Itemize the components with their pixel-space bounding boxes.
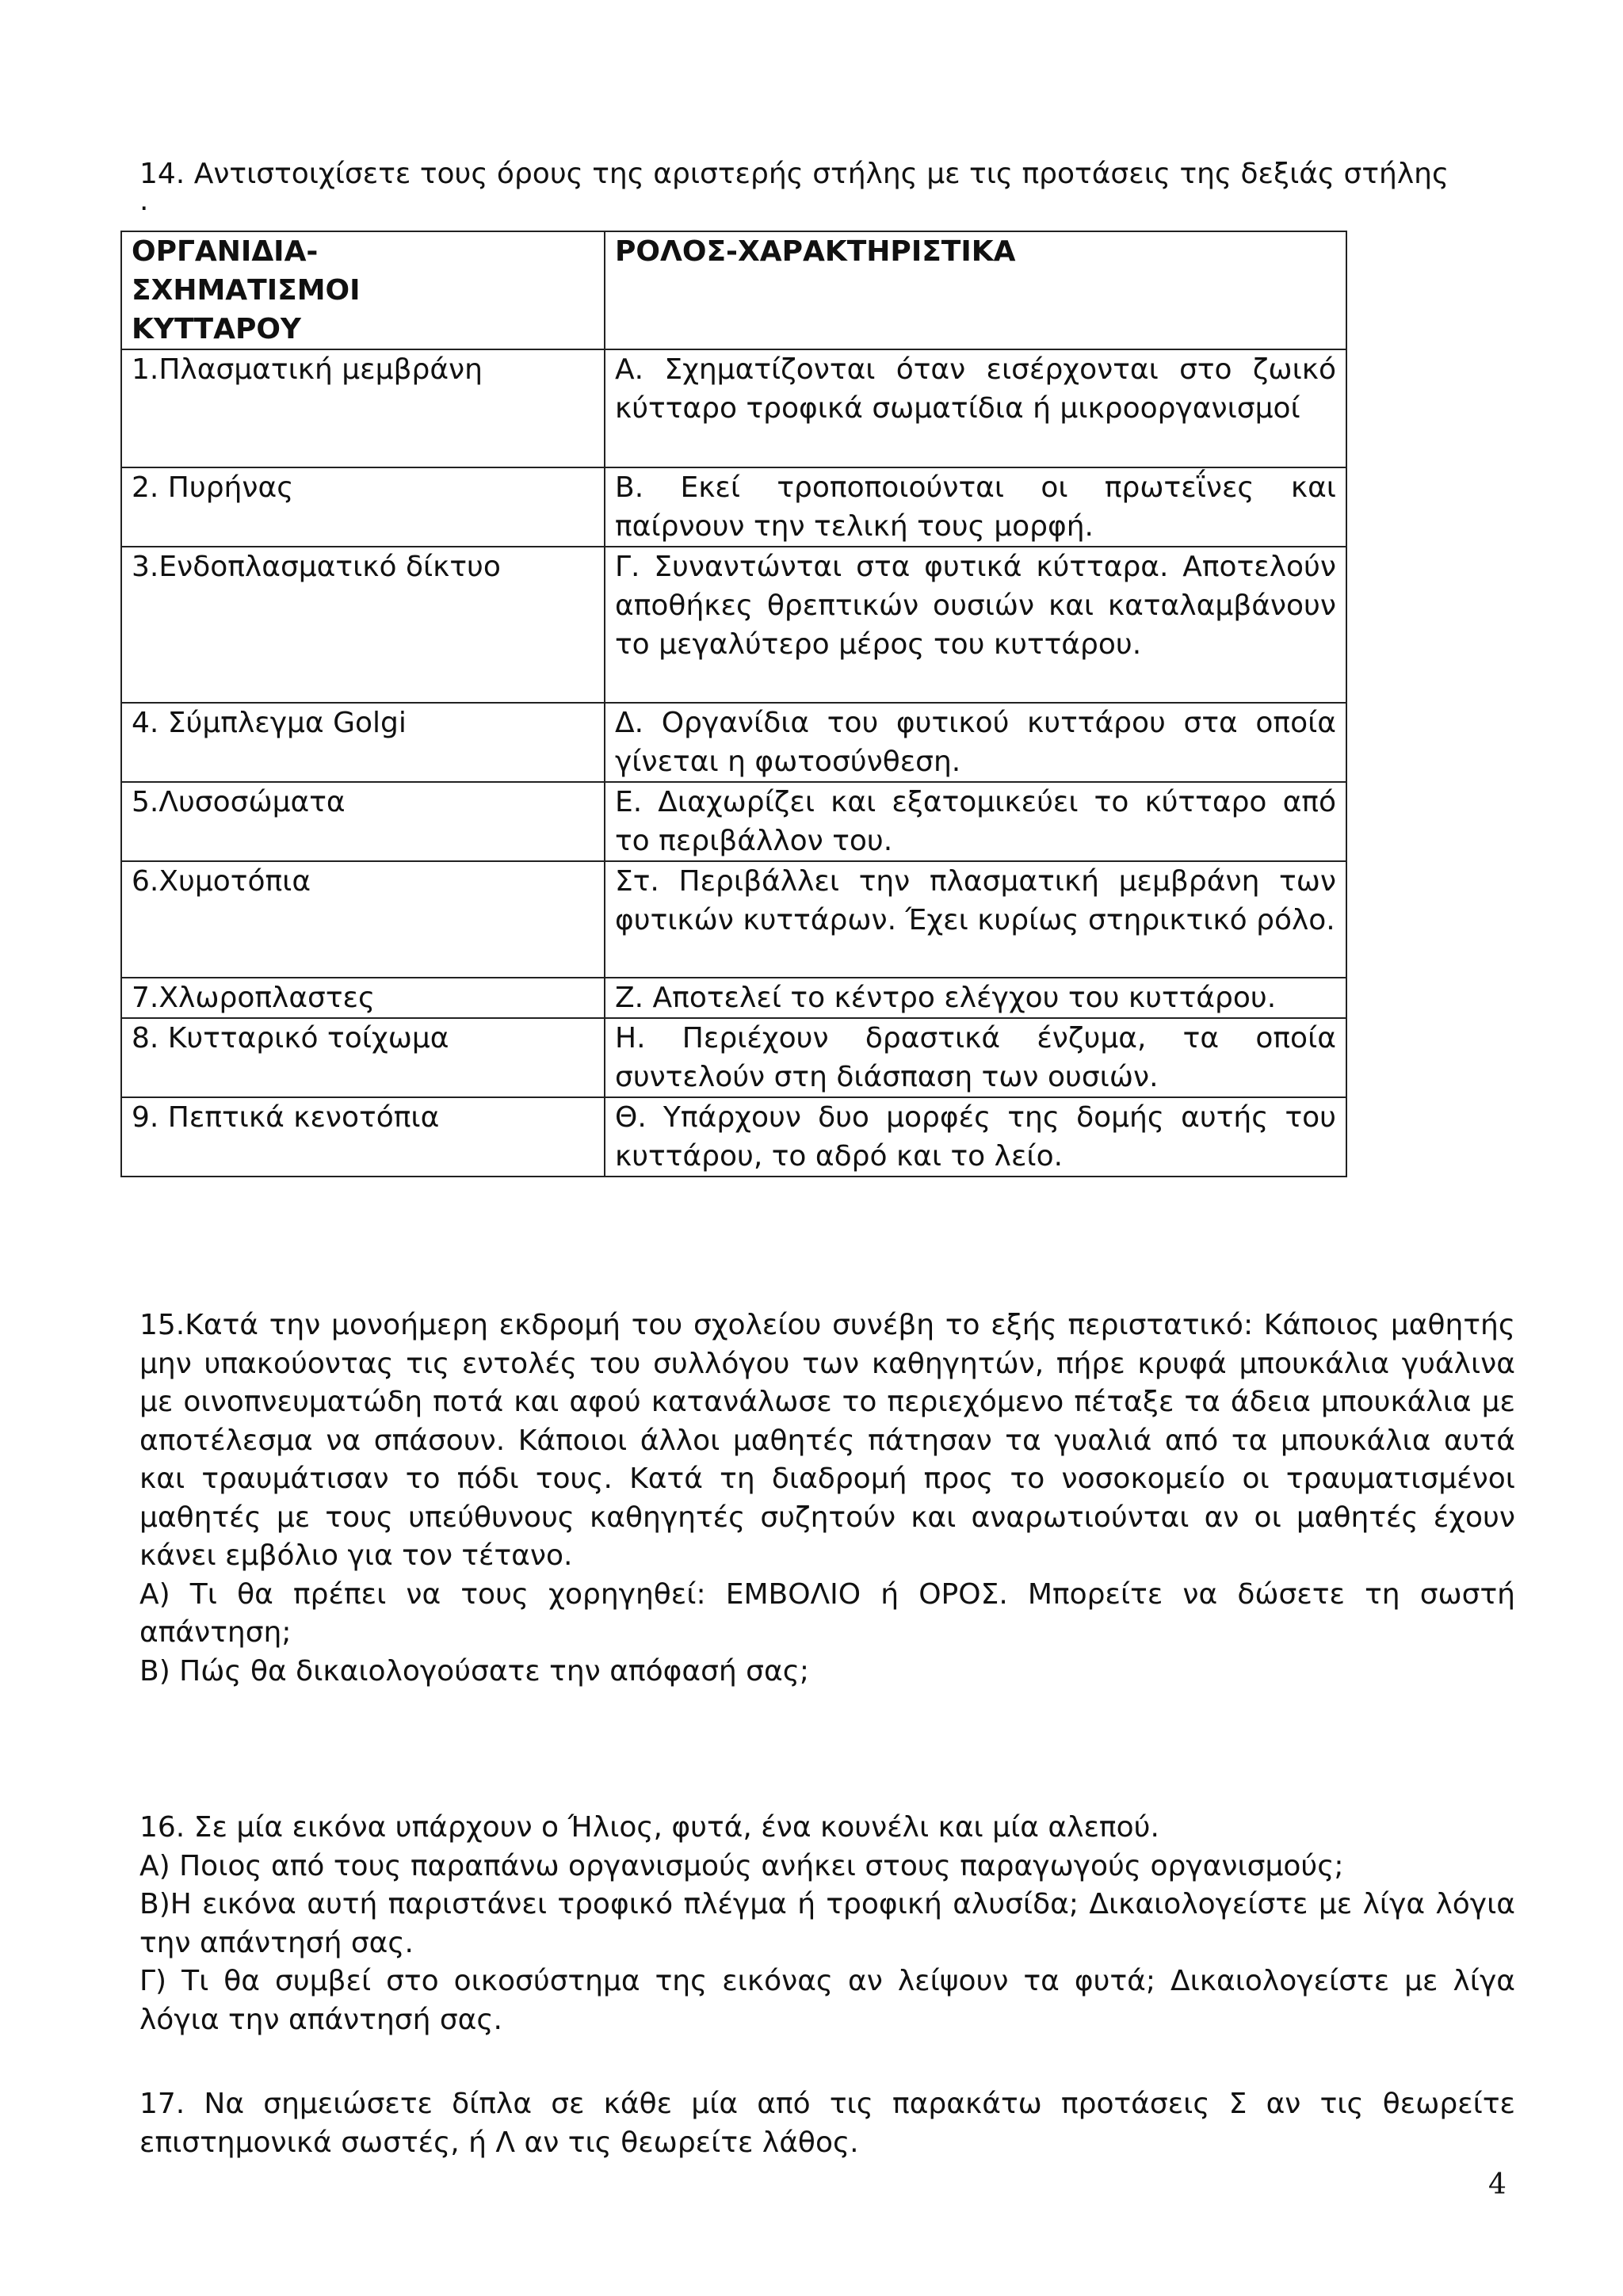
description-cell: Γ. Συναντώνται στα φυτικά κύτταρα. Αποτελούν αποθήκες θρεπτικών ουσιών και καταλαμβάνουν το μεγαλύτερο μέρος του κυττάρου.	[605, 547, 1346, 703]
description-cell: Ζ. Αποτελεί το κέντρο ελέγχου του κυττάρου.	[605, 978, 1346, 1018]
organelle-cell: 9. Πεπτικά κενοτόπια	[121, 1097, 605, 1177]
header-left-line: ΚΥΤΤΑΡΟΥ	[132, 313, 301, 345]
organelle-cell: 4. Σύμπλεγμα Golgi	[121, 703, 605, 782]
header-left-line: ΟΡΓΑΝΙΔΙΑ-	[132, 235, 319, 268]
organelle-cell: 5.Λυσοσώματα	[121, 782, 605, 861]
header-organelles	[121, 231, 605, 349]
header-role: ΡΟΛΟΣ-ΧΑΡΑΚΤΗΡΙΣΤΙΚΑ	[605, 231, 1346, 349]
table-header-row	[121, 231, 1346, 349]
question-16-part-b: Β)Η εικόνα αυτή παριστάνει τροφικό πλέγμα ή τροφική αλυσίδα; Δικαιολογείστε με λίγα λόγια την απάντησή σας.	[139, 1888, 1515, 1959]
table-row	[121, 467, 1346, 547]
table-row	[121, 703, 1346, 782]
question-15-part-a: Α) Τι θα πρέπει να τους χορηγηθεί: ΕΜΒΟΛΙΟ ή ΟΡΟΣ. Μπορείτε να δώσετε τη σωστή απάντηση;	[139, 1577, 1515, 1649]
header-left-line: ΣΧΗΜΑΤΙΣΜΟΙ	[132, 274, 361, 307]
description-cell: Β. Εκεί τροποποιούνται οι πρωτεΐνες και παίρνουν την τελική τους μορφή.	[605, 467, 1346, 547]
question-15-text: 15.Κατά την μονοήμερη εκδρομή του σχολείου συνέβη το εξής περιστατικό: Κάποιος μαθητής μην υπακούοντας τις εντολές του συλλόγου των καθηγητών, πήρε κρυφά μπουκάλια γυάλινα με οινοπνευματώδη ποτά και αφού κατανάλωσε το περιεχόμενο πέταξε τα άδεια μπουκάλια με αποτέλεσμα να σπάσουν. Κάποιοι άλλοι μαθητές πάτησαν τα γυαλιά από τα μπουκάλια αυτά και τραυμάτισαν το πόδι τους. Κατά τη διαδρομή προς το νοσοκομείο οι τραυματισμένοι μαθητές με τους υπεύθυνους καθηγητές συζητούν και αναρωτιούνται αν οι μαθητές έχουν κάνει εμβόλιο για τον τέτανο.	[139, 1309, 1515, 1572]
table-row	[121, 1097, 1346, 1177]
question-16-text: 16. Σε μία εικόνα υπάρχουν ο Ήλιος, φυτά, ένα κουνέλι και μία αλεπού.	[139, 1811, 1159, 1844]
description-cell: Στ. Περιβάλλει την πλασματική μεμβράνη των φυτικών κυττάρων. Έχει κυρίως στηρικτικό ρόλο.	[605, 861, 1346, 978]
question-14-title: 14. Αντιστοιχίσετε τους όρους της αριστερής στήλης με τις προτάσεις της δεξιάς στήλης	[139, 158, 1449, 190]
table-row	[121, 349, 1346, 467]
question-15	[139, 1306, 1515, 1691]
question-14-trailing-dot: .	[139, 185, 149, 217]
table-row	[121, 861, 1346, 978]
organelle-cell: 8. Κυτταρικό τοίχωμα	[121, 1018, 605, 1097]
organelle-cell: 7.Χλωροπλαστες	[121, 978, 605, 1018]
organelle-cell: 1.Πλασματική μεμβράνη	[121, 349, 605, 467]
question-16-part-c: Γ) Τι θα συμβεί στο οικοσύστημα της εικόνας αν λείψουν τα φυτά; Δικαιολογείστε με λίγα λόγια την απάντησή σας.	[139, 1965, 1515, 2036]
question-16	[139, 1809, 1515, 2039]
organelle-cell: 6.Χυμοτόπια	[121, 861, 605, 978]
description-cell: Δ. Οργανίδια του φυτικού κυττάρου στα οποία γίνεται η φωτοσύνθεση.	[605, 703, 1346, 782]
question-16-part-a: Α) Ποιος από τους παραπάνω οργανισμούς ανήκει στους παραγωγούς οργανισμούς;	[139, 1849, 1344, 1882]
description-cell: Ε. Διαχωρίζει και εξατομικεύει το κύτταρο από το περιβάλλον του.	[605, 782, 1346, 861]
table-row	[121, 782, 1346, 861]
table-row	[121, 978, 1346, 1018]
matching-table	[120, 231, 1347, 1177]
description-cell: Α. Σχηματίζονται όταν εισέρχονται στο ζωικό κύτταρο τροφικά σωματίδια ή μικροοργανισμοί	[605, 349, 1346, 467]
table-row	[121, 1018, 1346, 1097]
question-15-part-b: Β) Πώς θα δικαιολογούσατε την απόφασή σας;	[139, 1654, 809, 1688]
question-17-text: 17. Να σημειώσετε δίπλα σε κάθε μία από τις παρακάτω προτάσεις Σ αν τις θεωρείτε επιστημονικά σωστές, ή Λ αν τις θεωρείτε λάθος.	[139, 2088, 1515, 2159]
question-17	[139, 2085, 1515, 2162]
table-row	[121, 547, 1346, 703]
description-cell: Η. Περιέχουν δραστικά ένζυμα, τα οποία συντελούν στη διάσπαση των ουσιών.	[605, 1018, 1346, 1097]
description-cell: Θ. Υπάρχουν δυο μορφές της δομής αυτής του κυττάρου, το αδρό και το λείο.	[605, 1097, 1346, 1177]
organelle-cell: 3.Ενδοπλασματικό δίκτυο	[121, 547, 605, 703]
page-number: 4	[1488, 2168, 1507, 2201]
organelle-cell: 2. Πυρήνας	[121, 467, 605, 547]
